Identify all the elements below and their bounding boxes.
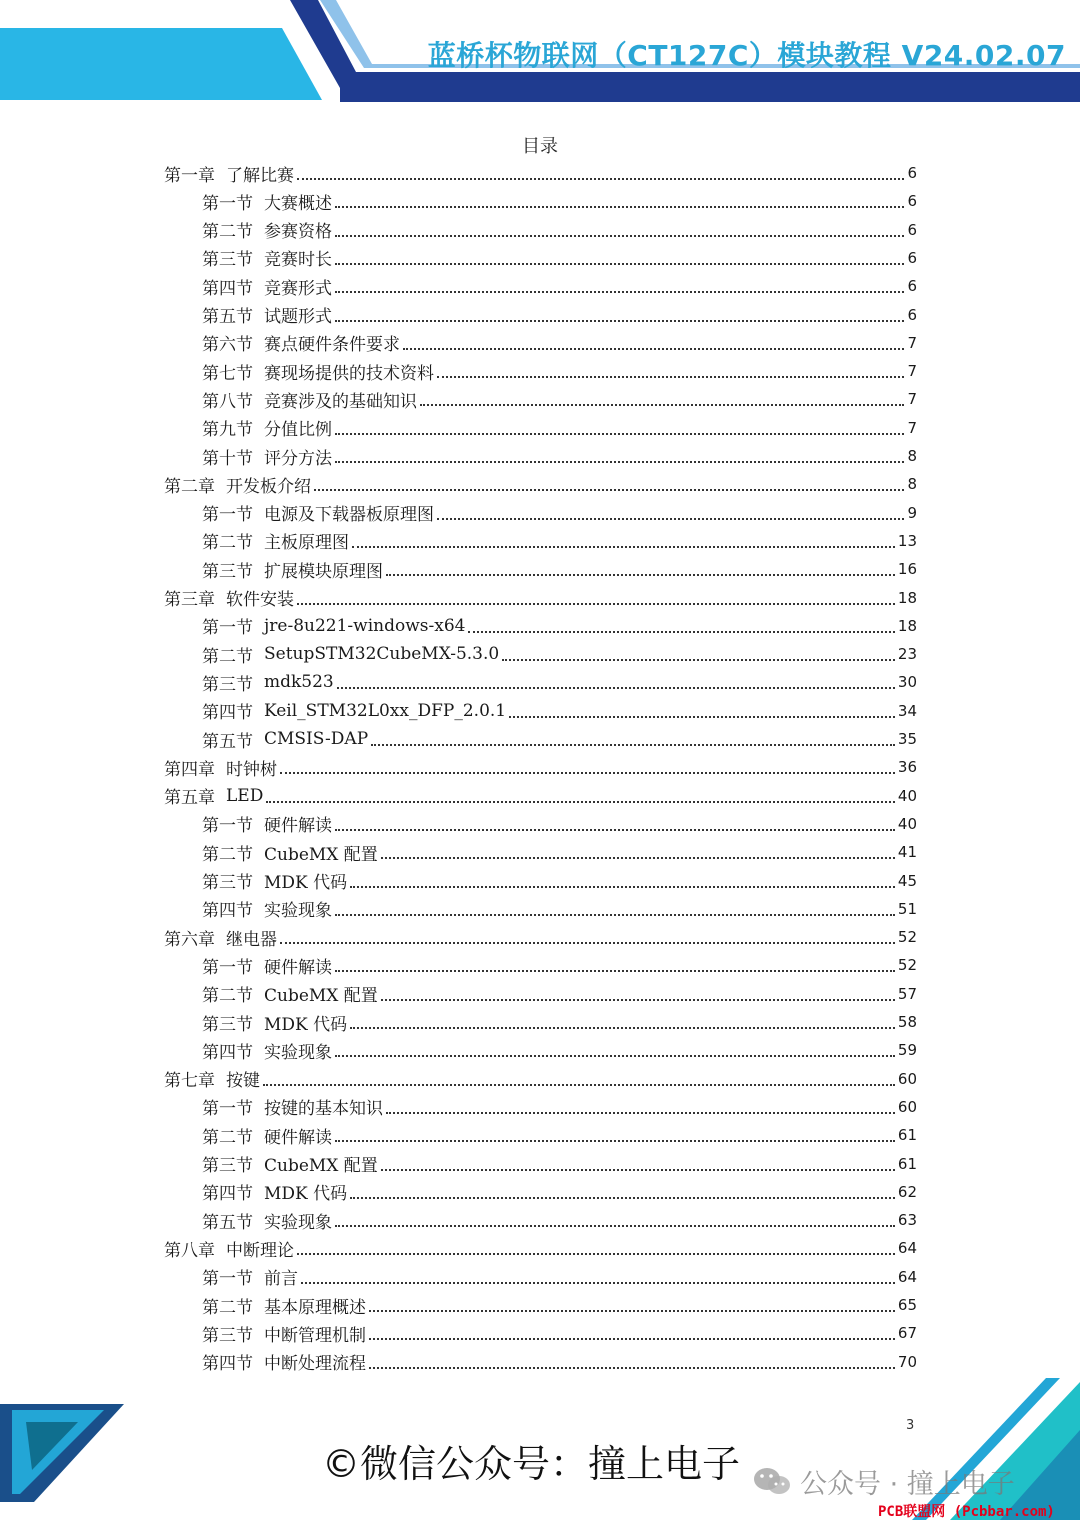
toc-entry-page: 35: [897, 730, 917, 748]
toc-section-entry[interactable]: [202, 1291, 917, 1319]
toc-entry-page: 60: [897, 1069, 917, 1088]
toc-entry-page: 7: [907, 418, 917, 437]
toc-dot-leader: [352, 546, 895, 548]
toc-entry-title: 中断管理机制: [264, 1325, 366, 1346]
toc-entry-title: Keil_STM32L0xx_DFP_2.0.1: [264, 700, 507, 721]
toc-section-entry[interactable]: [202, 980, 917, 1008]
toc-entry-page: 9: [907, 503, 917, 522]
toc-dot-leader: [369, 1310, 895, 1312]
toc-entry-number: 第三节: [202, 1325, 253, 1346]
toc-entry-number: 第二节: [202, 646, 253, 667]
toc-dot-leader: [381, 999, 895, 1001]
toc-chapter-entry[interactable]: [164, 1065, 917, 1093]
toc-entry-title: 大赛概述: [264, 193, 332, 214]
toc-entry-page: 30: [897, 673, 917, 692]
toc-entry-title: jre-8u221-windows-x64: [264, 615, 466, 636]
toc-entry-page: 62: [897, 1182, 917, 1201]
toc-dot-leader: [437, 518, 904, 520]
toc-entry-title: CubeMX 配置: [264, 1156, 378, 1176]
toc-entry-number: 第三节: [202, 1156, 253, 1176]
toc-dot-leader: [350, 1027, 895, 1029]
toc-section-entry[interactable]: [202, 187, 917, 215]
toc-entry-page: 63: [897, 1211, 917, 1230]
toc-entry-number: 第十节: [202, 448, 253, 469]
toc-chapter-entry[interactable]: [164, 753, 917, 781]
toc-dot-leader: [335, 461, 904, 463]
toc-section-entry[interactable]: [202, 414, 917, 442]
toc-entry-title: MDK 代码: [264, 1184, 348, 1205]
toc-entry-title: LED: [226, 785, 264, 806]
toc-entry-number: 第九节: [202, 420, 253, 441]
toc-dot-leader: [350, 1197, 895, 1199]
toc-section-entry[interactable]: [202, 1121, 917, 1149]
toc-entry-title: CubeMX 配置: [264, 986, 378, 1007]
toc-entry-page: 6: [907, 248, 917, 267]
toc-dot-leader: [386, 1112, 895, 1114]
toc-entry-number: 第一节: [202, 618, 253, 639]
toc-section-entry[interactable]: [202, 838, 917, 866]
toc-dot-leader: [335, 1055, 895, 1057]
toc-entry-page: 23: [897, 645, 917, 664]
toc-entry-title: 参赛资格: [264, 222, 332, 243]
toc-entry-title: 主板原理图: [264, 533, 349, 554]
toc-entry-page: 34: [897, 701, 917, 720]
toc-entry-number: 第四节: [202, 1354, 253, 1375]
toc-entry-title: 竞赛时长: [264, 250, 332, 271]
toc-entry-page: 52: [897, 956, 917, 975]
toc-dot-leader: [509, 716, 895, 718]
toc-entry-page: 6: [907, 220, 917, 239]
toc-section-entry[interactable]: [202, 555, 917, 583]
toc-entry-title: 中断理论: [226, 1240, 294, 1261]
toc-entry-page: 58: [897, 1013, 917, 1031]
toc-dot-leader: [502, 659, 895, 661]
toc-dot-leader: [403, 348, 904, 350]
toc-entry-page: 40: [897, 786, 917, 805]
toc-section-entry[interactable]: [202, 640, 917, 668]
toc-chapter-entry[interactable]: [164, 782, 917, 810]
toc-entry-number: 第二节: [202, 986, 253, 1007]
toc-section-entry[interactable]: [202, 357, 917, 385]
toc-dot-leader: [381, 857, 895, 859]
document-title: 蓝桥杯物联网（CT127C）模块教程 V24.02.07: [427, 39, 1066, 72]
toc-entry-number: 第一节: [202, 816, 253, 837]
toc-entry-page: 18: [897, 616, 917, 635]
toc-entry-title: MDK 代码: [264, 1014, 348, 1035]
toc-entry-title: 赛现场提供的技术资料: [264, 363, 434, 384]
toc-entry-page: 6: [907, 305, 917, 324]
toc-entry-page: 7: [907, 390, 917, 409]
toc-section-entry[interactable]: [202, 216, 917, 244]
site-watermark: PCB联盟网 (Pcbbar.com): [878, 1504, 1055, 1520]
toc-dot-leader: [335, 206, 904, 208]
toc-entry-number: 第三节: [202, 561, 253, 582]
toc-section-entry[interactable]: [202, 725, 917, 753]
toc-entry-page: 61: [897, 1126, 917, 1145]
toc-entry-title: 继电器: [226, 929, 277, 950]
toc-section-entry[interactable]: [202, 442, 917, 470]
toc-chapter-entry[interactable]: [164, 470, 917, 498]
toc-entry-number: 第一节: [202, 957, 253, 978]
toc-entry-number: 第二节: [202, 222, 253, 243]
toc-entry-page: 36: [897, 758, 917, 777]
toc-entry-title: 软件安装: [226, 590, 294, 610]
toc-entry-title: 了解比赛: [226, 165, 294, 186]
toc-section-entry[interactable]: [202, 329, 917, 357]
toc-entry-number: 第一节: [202, 1099, 253, 1120]
toc-entry-number: 第五章: [164, 788, 215, 809]
toc-dot-leader: [297, 1253, 895, 1255]
toc-dot-leader: [297, 603, 895, 605]
toc-entry-page: 13: [897, 531, 917, 550]
toc-section-entry[interactable]: [202, 612, 917, 640]
toc-entry-title: 前言: [264, 1269, 298, 1290]
toc-entry-title: 按键: [226, 1071, 260, 1092]
toc-entry-title: 分值比例: [264, 420, 332, 441]
toc-section-entry[interactable]: [202, 895, 917, 923]
toc-entry-number: 第六节: [202, 335, 253, 356]
toc-entry-title: SetupSTM32CubeMX-5.3.0: [264, 644, 500, 665]
toc-entry-page: 40: [897, 814, 917, 833]
toc-entry-number: 第七章: [164, 1071, 215, 1092]
wechat-watermark: [752, 1462, 1015, 1501]
toc-entry-title: 试题形式: [264, 307, 332, 327]
toc-dot-leader: [371, 744, 895, 746]
toc-entry-page: 67: [897, 1324, 917, 1343]
toc-dot-leader: [335, 914, 895, 916]
toc-entry-page: 60: [897, 1097, 917, 1116]
toc-entry-number: 第三节: [202, 250, 253, 271]
toc-chapter-entry[interactable]: [164, 923, 917, 951]
toc-dot-leader: [301, 1282, 895, 1284]
toc-entry-title: CMSIS-DAP: [264, 729, 369, 749]
toc-entry-page: 6: [907, 164, 917, 182]
toc-dot-leader: [369, 1367, 895, 1369]
wechat-icon: [752, 1466, 792, 1498]
toc-section-entry[interactable]: [202, 867, 917, 895]
toc-entry-page: 59: [897, 1041, 917, 1060]
toc-section-entry[interactable]: [202, 499, 917, 527]
toc-dot-leader: [266, 801, 895, 803]
toc-entry-number: 第五节: [202, 1212, 253, 1233]
toc-entry-number: 第八章: [164, 1240, 215, 1261]
toc-entry-number: 第五节: [202, 307, 253, 327]
toc-entry-title: 按键的基本知识: [264, 1099, 383, 1120]
toc-section-entry[interactable]: [202, 385, 917, 413]
toc-entry-page: 64: [897, 1267, 917, 1286]
toc-dot-leader: [335, 433, 904, 435]
toc-dot-leader: [314, 489, 904, 491]
toc-dot-leader: [335, 320, 904, 322]
toc-chapter-entry[interactable]: [164, 159, 917, 187]
toc-dot-leader: [386, 574, 895, 576]
toc-dot-leader: [335, 263, 904, 265]
wechat-watermark-text: 公众号 · 撞上电子: [800, 1469, 1015, 1500]
toc-dot-leader: [335, 1225, 895, 1227]
toc-section-entry[interactable]: [202, 1036, 917, 1064]
toc-entry-page: 8: [907, 475, 917, 494]
toc-entry-page: 8: [907, 447, 917, 465]
toc-entry-number: 第五节: [202, 731, 253, 752]
toc-dot-leader: [381, 1169, 895, 1171]
toc-section-entry[interactable]: [202, 1319, 917, 1347]
toc-dot-leader: [337, 687, 895, 689]
toc-section-entry[interactable]: [202, 527, 917, 555]
toc-entry-number: 第一节: [202, 1269, 253, 1290]
toc-entry-title: mdk523: [264, 672, 334, 693]
toc-entry-title: CubeMX 配置: [264, 844, 378, 865]
toc-section-entry[interactable]: [202, 301, 917, 329]
toc-entry-number: 第三节: [202, 674, 253, 695]
toc-entry-page: 6: [907, 192, 917, 211]
copyright-watermark: ©微信公众号：撞上电子: [322, 1442, 741, 1486]
toc-entry-title: 基本原理概述: [264, 1297, 366, 1318]
page-header: [0, 0, 1080, 110]
toc-entry-number: 第四节: [202, 1042, 253, 1063]
toc-section-entry[interactable]: [202, 1206, 917, 1234]
toc-entry-title: 赛点硬件条件要求: [264, 335, 400, 356]
toc-entry-page: 57: [897, 984, 917, 1003]
toc-entry-title: 电源及下载器板原理图: [264, 505, 434, 526]
toc-entry-page: 45: [897, 871, 917, 890]
toc-chapter-entry[interactable]: [164, 584, 917, 612]
toc-dot-leader: [468, 631, 894, 633]
toc-entry-number: 第二节: [202, 1297, 253, 1318]
toc-entry-number: 第四节: [202, 278, 253, 299]
toc-dot-leader: [335, 291, 904, 293]
toc-dot-leader: [335, 970, 895, 972]
toc-dot-leader: [350, 886, 895, 888]
toc-section-entry[interactable]: [202, 1263, 917, 1291]
toc-entry-page: 16: [897, 560, 917, 579]
toc-entry-number: 第一章: [164, 165, 215, 186]
toc-entry-number: 第三章: [164, 590, 215, 610]
toc-section-entry[interactable]: [202, 272, 917, 300]
toc-section-entry[interactable]: [202, 668, 917, 696]
toc-dot-leader: [437, 376, 904, 378]
toc-entry-title: 中断处理流程: [264, 1354, 366, 1375]
toc-entry-page: 7: [907, 362, 917, 381]
toc-entry-page: 64: [897, 1239, 917, 1258]
toc-entry-page: 7: [907, 333, 917, 352]
toc-entry-page: 70: [897, 1352, 917, 1371]
toc-section-entry[interactable]: [202, 244, 917, 272]
toc-entry-number: 第七节: [202, 363, 253, 384]
toc-entry-number: 第四节: [202, 901, 253, 922]
toc-entry-title: 竞赛涉及的基础知识: [264, 391, 417, 412]
toc-entry-page: 41: [897, 843, 917, 862]
toc-entry-title: 评分方法: [264, 448, 332, 469]
toc-section-entry[interactable]: [202, 697, 917, 725]
toc-entry-title: 实验现象: [264, 1042, 332, 1063]
toc-section-entry[interactable]: [202, 1008, 917, 1036]
toc-dot-leader: [369, 1338, 895, 1340]
toc-entry-page: 65: [897, 1296, 917, 1314]
toc-chapter-entry[interactable]: [164, 1234, 917, 1262]
toc-entry-number: 第二节: [202, 533, 253, 554]
toc-dot-leader: [420, 404, 904, 406]
toc-entry-number: 第二章: [164, 476, 215, 497]
toc-entry-title: MDK 代码: [264, 873, 348, 893]
toc-entry-page: 6: [907, 277, 917, 296]
toc-entry-page: 52: [897, 928, 917, 947]
toc-entry-title: 硬件解读: [264, 1127, 332, 1148]
toc-entry-number: 第四节: [202, 703, 253, 724]
toc-entry-title: 扩展模块原理图: [264, 561, 383, 582]
toc-dot-leader: [297, 178, 904, 180]
toc-entry-number: 第三节: [202, 1014, 253, 1035]
toc-entry-title: 实验现象: [264, 1212, 332, 1233]
toc-entry-title: 硬件解读: [264, 816, 332, 837]
toc-entry-title: 开发板介绍: [226, 476, 311, 497]
toc-entry-number: 第一节: [202, 193, 253, 214]
toc-section-entry[interactable]: [202, 951, 917, 979]
toc-entry-number: 第六章: [164, 929, 215, 950]
toc-entry-number: 第四节: [202, 1184, 253, 1205]
toc-section-entry[interactable]: [202, 1150, 917, 1178]
toc-section-entry[interactable]: [202, 810, 917, 838]
toc-entry-title: 竞赛形式: [264, 278, 332, 299]
toc-dot-leader: [335, 235, 904, 237]
toc-section-entry[interactable]: [202, 1178, 917, 1206]
toc-dot-leader: [263, 1084, 895, 1086]
toc-entry-number: 第一节: [202, 505, 253, 526]
toc-entry-page: 18: [897, 588, 917, 607]
toc-entry-title: 时钟树: [226, 759, 277, 780]
toc-dot-leader: [280, 942, 895, 944]
toc-heading: 目录: [522, 136, 558, 157]
toc-section-entry[interactable]: [202, 1093, 917, 1121]
toc-dot-leader: [280, 772, 895, 774]
toc-entry-number: 第二节: [202, 1127, 253, 1148]
toc-entry-title: 实验现象: [264, 901, 332, 922]
toc-entry-number: 第四章: [164, 759, 215, 780]
toc-dot-leader: [335, 1140, 895, 1142]
toc-dot-leader: [335, 829, 895, 831]
toc-entry-number: 第八节: [202, 391, 253, 412]
page-number: 3: [906, 1418, 915, 1433]
toc-entry-number: 第三节: [202, 873, 253, 893]
toc-entry-page: 51: [897, 899, 917, 918]
toc-entry-title: 硬件解读: [264, 957, 332, 978]
toc-entry-page: 61: [897, 1154, 917, 1173]
toc-entry-number: 第二节: [202, 844, 253, 865]
